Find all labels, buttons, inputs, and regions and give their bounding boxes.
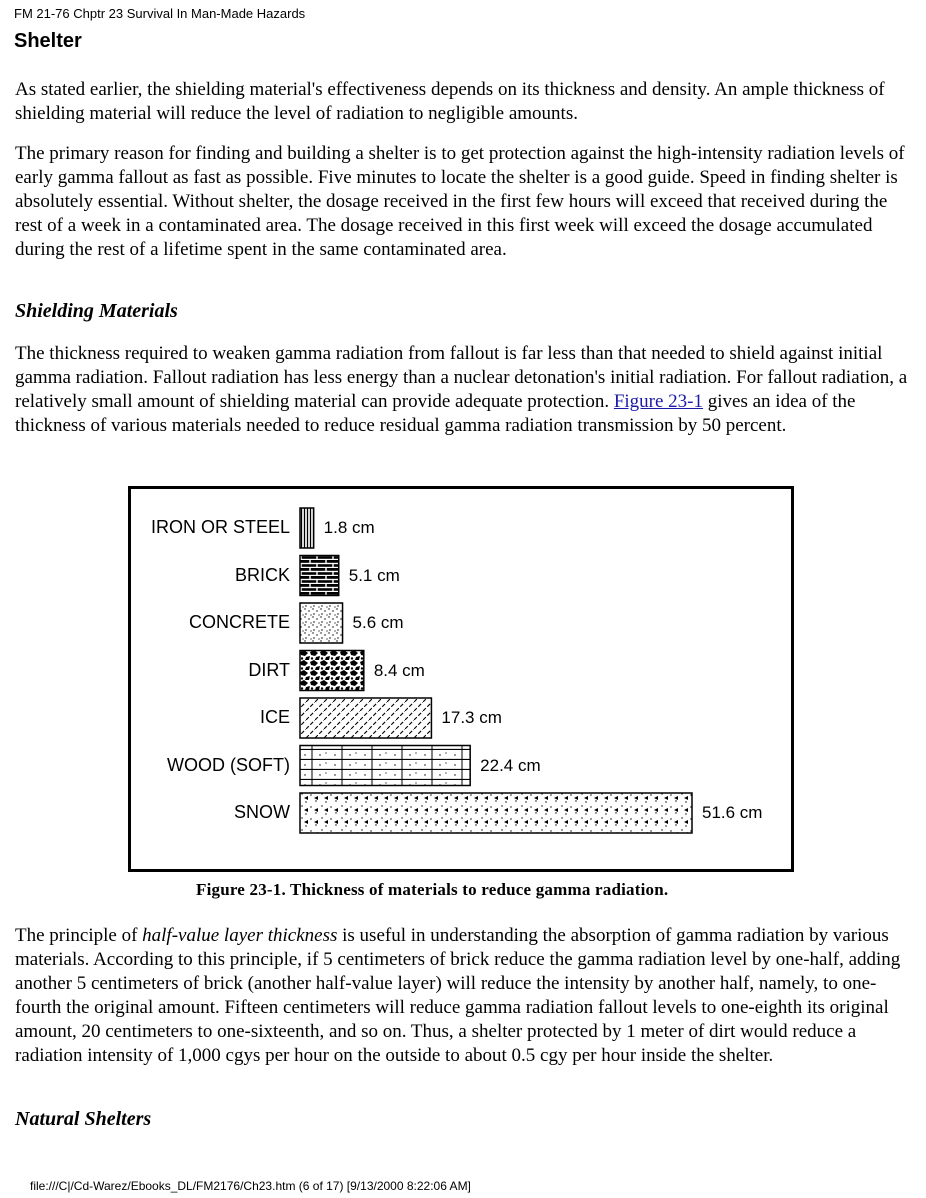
bar-snow bbox=[300, 793, 692, 833]
paragraph-4-text-b: is useful in understanding the absorption of gamma radiation by various materials. According to this principle, if 5 centimeters of brick reduce the gamma radiation level by one-half, adding another 5 centimeters of brick (another half-value layer) will reduce the intensity by another half, namely, to one-fourth the original amount. Fifteen centimeters will reduce gamma radiation fallout levels to one-eighth its original amount, 20 centimeters to one-sixteenth, and so on. Thus, a shelter protected by 1 meter of dirt would reduce a radiation intensity of 1,000 cgys per hour on the outside to about 0.5 cgy per hour inside the shelter. bbox=[15, 925, 901, 1066]
value-label: 51.6 cm bbox=[702, 803, 763, 822]
paragraph-2: The primary reason for finding and building a shelter is to get protection against the high-intensity radiation levels of early gamma fallout as fast as possible. Five minutes to locate the shelter is a good guide. Speed in finding shelter is absolutely essential. Without shelter, the dosage received in the first few hours will exceed that received during the rest of a week in a contaminated area. The dosage received in this first week will exceed the dosage accumulated during the rest of a lifetime spent in the same contaminated area. bbox=[15, 143, 905, 260]
footer-file-path: file:///C|/Cd-Warez/Ebooks_DL/FM2176/Ch23.htm (6 of 17) [9/13/2000 8:22:06 AM] bbox=[30, 1179, 471, 1193]
category-label: BRICK bbox=[234, 564, 290, 585]
category-label: CONCRETE bbox=[188, 612, 290, 632]
bar-ice bbox=[300, 698, 431, 738]
bar-wood-soft bbox=[300, 746, 470, 786]
bar-dirt bbox=[300, 651, 364, 691]
category-label: WOOD (SOFT) bbox=[167, 754, 290, 775]
value-label: 22.4 cm bbox=[480, 755, 541, 775]
running-header: FM 21-76 Chptr 23 Survival In Man-Made Hazards bbox=[14, 6, 306, 21]
bar-brick bbox=[300, 556, 339, 596]
category-label: SNOW bbox=[234, 802, 290, 822]
subheading-shielding-materials: Shielding Materials bbox=[15, 300, 178, 322]
paragraph-4 bbox=[15, 924, 915, 1068]
figure-caption: Figure 23-1. Thickness of materials to reduce gamma radiation. bbox=[196, 880, 669, 899]
category-label: ICE bbox=[259, 707, 290, 727]
paragraph-4-text-a: The principle of bbox=[15, 925, 143, 946]
value-label: 8.4 cm bbox=[373, 660, 425, 680]
page-title: Shelter bbox=[14, 30, 82, 52]
paragraph-1: As stated earlier, the shielding material's effectiveness depends on its thickness and density. An ample thickness of shielding material will reduce the level of radiation to negligible amounts. bbox=[15, 79, 885, 124]
category-label: DIRT bbox=[248, 659, 290, 680]
paragraph-3-text-b: gives an idea of the thickness of various materials needed to reduce residual gamma radiation transmission by 50 percent. bbox=[15, 391, 856, 436]
value-label: 5.1 cm bbox=[348, 565, 400, 585]
paragraph-3-text-a: The thickness required to weaken gamma radiation from fallout is far less than that needed to shield against initial gamma radiation. Fallout radiation has less energy than a nuclear detonation's initial radiation. For fallout radiation, a relatively small amount of shielding material can provide adequate protection. bbox=[15, 343, 908, 412]
subheading-natural-shelters: Natural Shelters bbox=[15, 1108, 152, 1130]
value-label: 5.6 cm bbox=[352, 613, 404, 632]
bar-iron-or-steel bbox=[300, 508, 314, 548]
value-label: 17.3 cm bbox=[441, 708, 502, 727]
value-label: 1.8 cm bbox=[323, 518, 375, 537]
figure-23-1-link[interactable]: Figure 23-1 bbox=[613, 391, 704, 412]
paragraph-4-italic-term: half-value layer thickness bbox=[142, 925, 338, 946]
bar-concrete bbox=[300, 603, 343, 643]
category-label: IRON OR STEEL bbox=[150, 517, 290, 537]
